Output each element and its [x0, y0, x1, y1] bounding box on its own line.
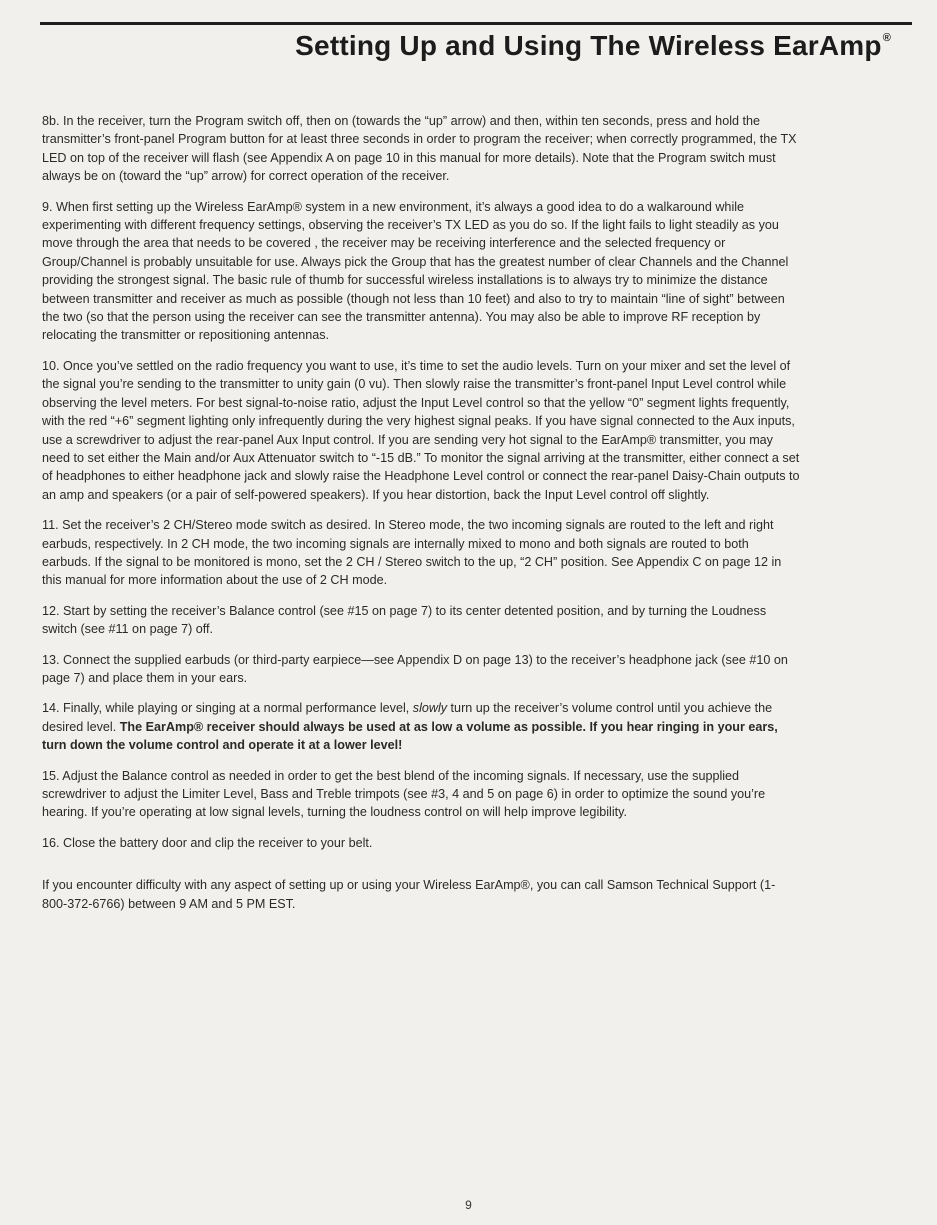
paragraph-12: 12. Start by setting the receiver’s Balance control (see #15 on page 7) to its center detented position, and by turning the Loudness switch (see #11 on page 7) off.	[42, 603, 767, 637]
paragraph-9: 9. When first setting up the Wireless EarAmp® system in a new environment, it’s always a good idea to do a walkaround while experimenting with different frequency settings, observing the receiver’s TX LED as you do so. If the light fails to light steadily as you move through the area that needs to be covered , the receiver may be receiving interference and the selected frequency or Group/Channel is probably unsuitable for use. Always pick the Group that has the greatest number of clear Channels and the Channel providing the strongest signal. The basic rule of thumb for successful wireless installations is to always try to minimize the distance between transmitter and receiver as much as possible (though not less than 10 feet) and also to try to maintain “line of sight” between the two (so that the person using the receiver can see the transmitter antenna). You may also be able to improve RF reception by relocating the transmitter or repositioning antennas.	[42, 199, 789, 343]
paragraph-13: 13. Connect the supplied earbuds (or third-party earpiece—see Appendix D on page 13) to the receiver’s headphone jack (see #10 on page 7) and place them in your ears.	[42, 652, 788, 685]
paragraph-16: 16. Close the battery door and clip the receiver to your belt.	[42, 835, 373, 850]
paragraph-8b: 8b. In the receiver, turn the Program switch off, then on (towards the “up” arrow) and then, within ten seconds, press and hold the transmitter’s front-panel Program button for at least three seconds in order to program the receiver; when correctly programmed, the TX LED on top of the receiver will flash (see Appendix A on page 10 in this manual for more details). Note that the Program switch must always be on (toward the “up” arrow) for correct operation of the receiver.	[42, 114, 797, 184]
page-number: 9	[465, 1198, 472, 1212]
paragraph-10: 10. Once you’ve settled on the radio frequency you want to use, it’s time to set the audio levels. Turn on your mixer and set the level of the signal you’re sending to the transmitter to unity gain (0 vu). Then slowly raise the transmitter’s front-panel Input Level control while observing the level meters. For best signal-to-noise ratio, adjust the Input Level control so that the yellow “0” segment lights frequently, with the red “+6” segment lighting only infrequently during the very highest signal peaks. If you have signal connected to the Aux inputs, use a screwdriver to adjust the rear-panel Aux Input control. If you are sending very hot signal to the EarAmp® transmitter, you may need to set either the Main and/or Aux Attenuator switch to “-15 dB.” To monitor the signal arriving at the transmitter, either connect a set of headphones to either headphone jack and slowly raise the Headphone Level control or connect the rear-panel Daisy-Chain outputs to an amp and speakers (or a pair of self-powered speakers). If you hear distortion, back the Input Level control off slightly.	[42, 358, 800, 502]
paragraph-15: 15. Adjust the Balance control as needed in order to get the best blend of the incoming signals. If necessary, use the supplied screwdriver to adjust the Limiter Level, Bass and Treble trimpots (see #3, 4 and 5 on page 6) in order to optimize the sound you’re hearing. If you’re operating at low signal levels, turning the loudness control on will help improve legibility.	[42, 768, 766, 820]
body-text	[42, 112, 800, 925]
paragraph-11: 11. Set the receiver’s 2 CH/Stereo mode switch as desired. In Stereo mode, the two incoming signals are routed to the left and right earbuds, respectively. In 2 CH mode, the two incoming signals are internally mixed to mono and both signals are routed to both earbuds. If the signal to be monitored is mono, set the 2 CH / Stereo switch to the up, “2 CH” position. See Appendix C on page 12 in this manual for more information about the use of 2 CH mode.	[42, 518, 782, 588]
page-title-text: Setting Up and Using The Wireless EarAmp	[295, 30, 882, 61]
support-note: If you encounter difficulty with any aspect of setting up or using your Wireless EarAmp®, you can call Samson Technical Support (1-800-372-6766) between 9 AM and 5 PM EST.	[42, 878, 776, 911]
registered-mark: ®	[882, 32, 891, 44]
paragraph-14-emphasis: slowly	[412, 701, 448, 716]
paragraph-14-middle: turn up the receiver’s volume control until you achieve the desired level.	[42, 701, 773, 734]
volume-warning: The EarAmp® receiver should always be used at as low a volume as possible. If you hear ringing in your ears, turn down the volume control and operate it at a lower level!	[42, 719, 778, 753]
page-title	[295, 30, 891, 62]
header-rule	[40, 22, 912, 25]
paragraph-14-intro: 14. Finally, while playing or singing at a normal performance level,	[42, 701, 413, 716]
paragraph-14	[42, 699, 800, 754]
